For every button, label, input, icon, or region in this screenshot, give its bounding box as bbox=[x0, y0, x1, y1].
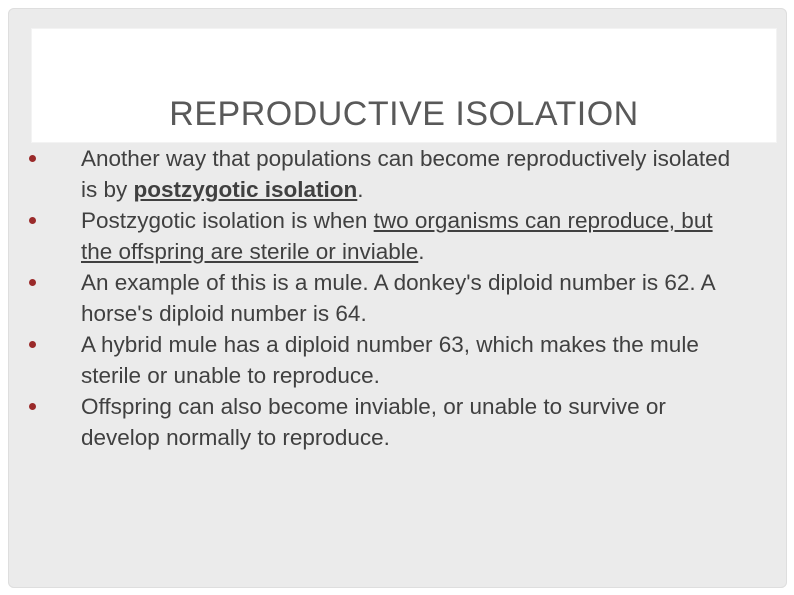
bullet-text-segment: . bbox=[357, 177, 364, 202]
bullet-text bbox=[81, 332, 699, 388]
bullet-text bbox=[81, 394, 666, 450]
bullet-item bbox=[28, 267, 748, 329]
bullet-dot-icon bbox=[29, 341, 36, 348]
bullet-text-segment: A hybrid mule has a diploid number 63, which makes the mule sterile or unable to reproduce. bbox=[81, 332, 699, 388]
bullet-term-postzygotic-isolation: postzygotic isolation bbox=[133, 177, 358, 202]
bullet-item bbox=[28, 391, 748, 453]
bullet-text-segment: Offspring can also become inviable, or unable to survive or develop normally to reproduce. bbox=[81, 394, 666, 450]
bullet-dot-icon bbox=[29, 403, 36, 410]
bullet-dot-icon bbox=[29, 279, 36, 286]
bullet-text-segment: Another way that populations can become reproductively isolated is by bbox=[81, 146, 731, 202]
bullet-item bbox=[28, 205, 748, 267]
bullet-dot-icon bbox=[29, 155, 36, 162]
bullet-item bbox=[28, 329, 748, 391]
bullet-item bbox=[28, 143, 748, 205]
slide-title: REPRODUCTIVE ISOLATION bbox=[169, 95, 639, 133]
bullet-text-segment: An example of this is a mule. A donkey's diploid number is 62. A horse's diploid number is 64. bbox=[81, 270, 715, 326]
bullet-text bbox=[81, 270, 714, 326]
bullet-list bbox=[28, 143, 748, 453]
bullet-text-segment: Postzygotic isolation is when bbox=[81, 208, 374, 233]
bullet-text bbox=[81, 208, 713, 264]
bullet-dot-icon bbox=[29, 217, 36, 224]
bullet-text bbox=[81, 146, 730, 202]
bullet-definition-underlined: two organisms can reproduce, but the offspring are sterile or inviable bbox=[81, 208, 713, 264]
bullet-text-segment: . bbox=[418, 239, 425, 264]
title-box bbox=[32, 29, 776, 142]
